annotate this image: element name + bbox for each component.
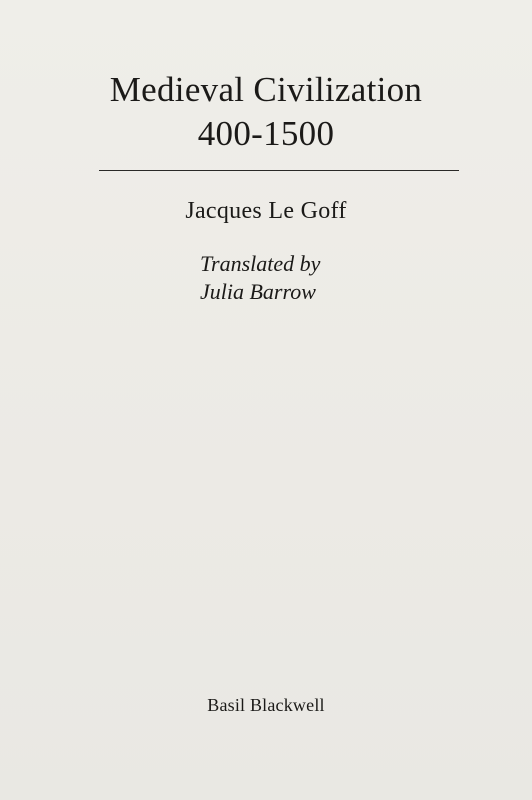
book-title: Medieval Civilization <box>109 70 423 109</box>
translated-by-label: Translated by <box>200 251 321 276</box>
divider-rule <box>99 170 459 171</box>
publisher-name: Basil Blackwell <box>207 695 325 715</box>
book-title-dates: 400-1500 <box>197 114 335 153</box>
translator-name: Julia Barrow <box>200 279 316 304</box>
author-name: Jacques Le Goff <box>185 198 347 224</box>
